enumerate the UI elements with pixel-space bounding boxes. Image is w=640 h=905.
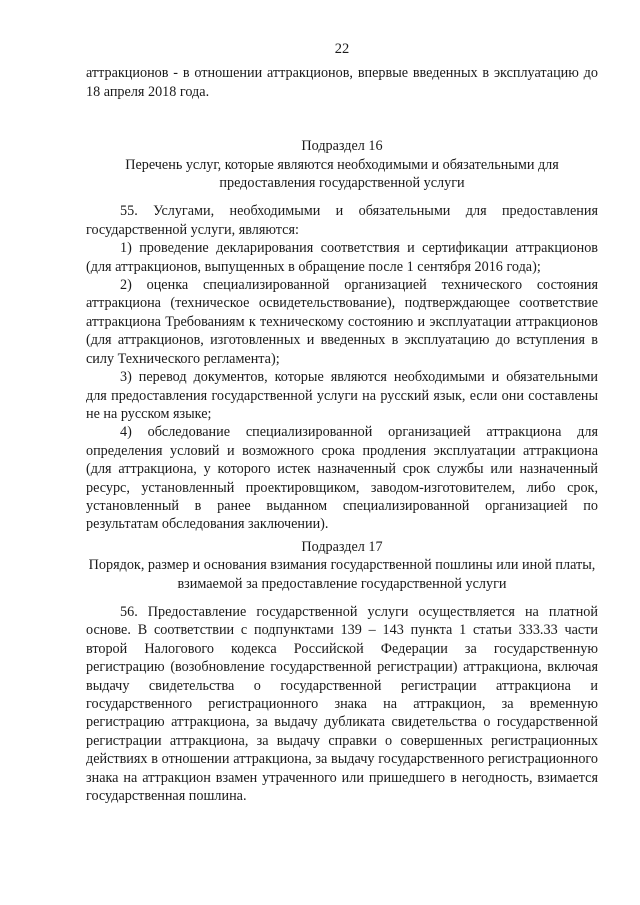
list-item-3: 3) перевод документов, которые являются необходимыми и обязательными для предоставления государственной услуги на русский язык, если они составлены не на русском языке; [86, 369, 598, 422]
spacer [86, 101, 598, 137]
page-number: 22 [334, 41, 350, 57]
list-item-4: 4) обследование специализированной организацией аттракциона для определения условий и возможного срока продления эксплуатации аттракциона (для аттракциона, у которого истек назначенный срок службы или назначенный ресурс, установленный проектировщиком, заводом-изготовителем, либо срок, установленный в ранее выданном специализированной организацией по результатам обследования заключении). [86, 424, 598, 533]
paragraph-56: 56. Предоставление государственной услуги осуществляется на платной основе. В соответствии с подпунктами 139 – 143 пункта 1 статьи 333.33 части второй Налогового кодекса Российской Федерации за государственную регистрацию (возобновление государственной регистрации) аттракциона, включая выдачу свидетельства о государственной регистрации аттракциона и государственного регистрационного знака на аттракцион, за временную регистрацию аттракциона, за выдачу дубликата свидетельства о государственной регистрации аттракциона, за выдачу справки о совершенных регистрационных действиях в отношении аттракциона, за выдачу государственного регистрационного знака на аттракцион взамен утраченного или пришедшего в негодность, взимается государственная пошлина. [86, 603, 598, 805]
list-item-1: 1) проведение декларирования соответствия и сертификации аттракционов (для аттракционов, выпущенных в обращение после 1 сентября 2016 года); [86, 240, 598, 275]
subsection-16-title: Подраздел 16 [301, 138, 383, 155]
subsection-16-heading: Перечень услуг, которые являются необходимыми и обязательными для предоставления государственной услуги [125, 156, 559, 192]
subsection-17-heading: Порядок, размер и основания взимания государственной пошлины или иной платы, взимаемой за предоставление государственной услуги [88, 557, 596, 592]
document-page [86, 40, 598, 805]
intro-paragraph: аттракционов - в отношении аттракционов, впервые введенных в эксплуатацию до 18 апреля 2018 года. [86, 65, 598, 100]
paragraph-55: 55. Услугами, необходимыми и обязательными для предоставления государственной услуги, являются: [86, 203, 598, 238]
list-item-2: 2) оценка специализированной организацией технического состояния аттракциона (техническое освидетельствование), подтверждающее соответствие аттракциона Требованиям к техническому состоянию и эксплуатации аттракционов (для аттракционов, изготовленных и введенных в эксплуатацию до вступления в силу Технического регламента); [86, 277, 598, 367]
subsection-17-title: Подраздел 17 [301, 538, 383, 555]
spacer [86, 192, 598, 202]
spacer [86, 593, 598, 603]
